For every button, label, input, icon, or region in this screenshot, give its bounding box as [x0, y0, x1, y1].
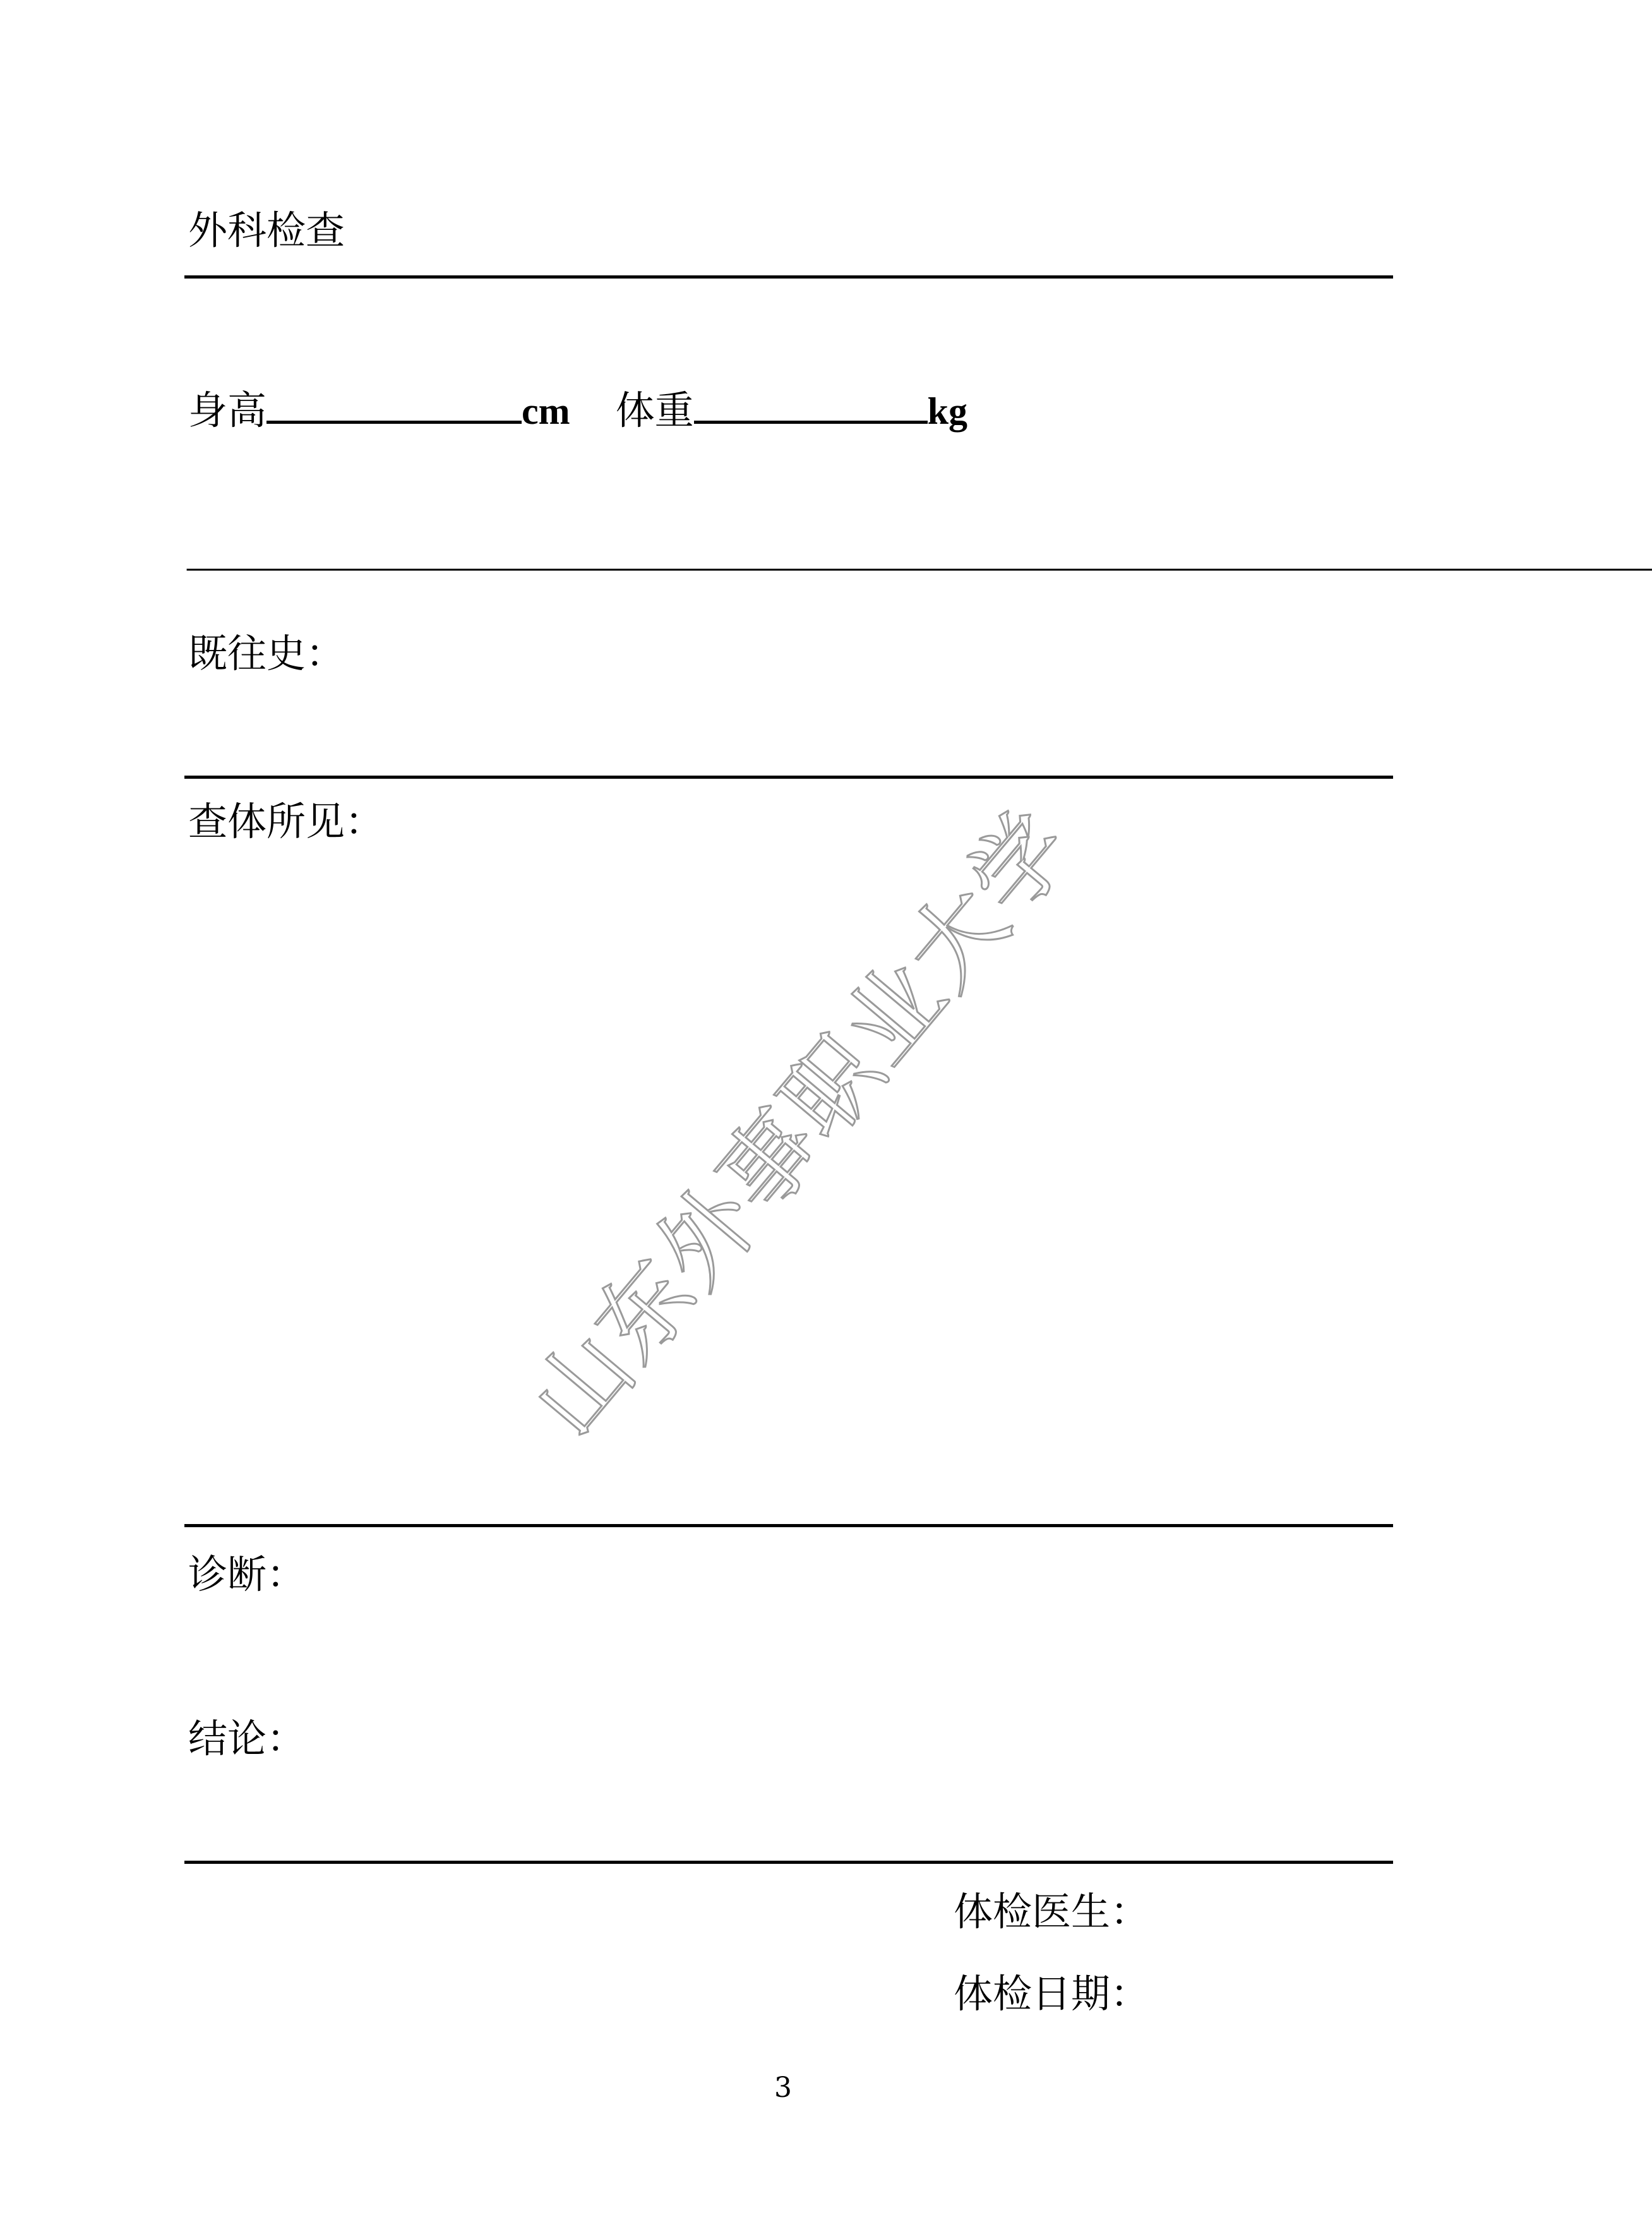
- watermark: 山东外事职业大学: [510, 790, 1095, 1457]
- section-title: 外科检查: [188, 207, 345, 253]
- diagnosis-field[interactable]: [278, 1547, 1383, 1667]
- doctor-field[interactable]: [1149, 1888, 1383, 1933]
- history-field[interactable]: [278, 625, 1383, 752]
- diagnosis-label: 诊断：: [188, 1551, 306, 1597]
- findings-label: 查体所见：: [188, 798, 385, 844]
- height-input[interactable]: [266, 385, 522, 424]
- weight-input[interactable]: [694, 385, 928, 424]
- divider-findings: [184, 1524, 1393, 1527]
- height-label: 身高: [188, 387, 267, 433]
- divider-conclusion: [184, 1861, 1393, 1864]
- conclusion-field[interactable]: [278, 1712, 1383, 1838]
- history-label: 既往史：: [188, 630, 345, 676]
- height-unit: cm: [522, 390, 570, 432]
- date-field[interactable]: [1149, 1971, 1383, 2015]
- measurements-row: [188, 385, 968, 433]
- weight-unit: kg: [927, 390, 968, 432]
- divider-top: [184, 275, 1393, 279]
- weight-label: 体重: [615, 387, 694, 433]
- divider-history: [184, 776, 1393, 779]
- findings-field[interactable]: [322, 796, 1383, 1503]
- conclusion-label: 结论：: [188, 1715, 306, 1762]
- date-label: 体检日期：: [954, 1971, 1150, 2017]
- dashed-separator: ————————————————————————————————————————: [187, 545, 1652, 587]
- page-number: 3: [774, 2072, 792, 2104]
- doctor-label: 体检医生：: [954, 1888, 1150, 1935]
